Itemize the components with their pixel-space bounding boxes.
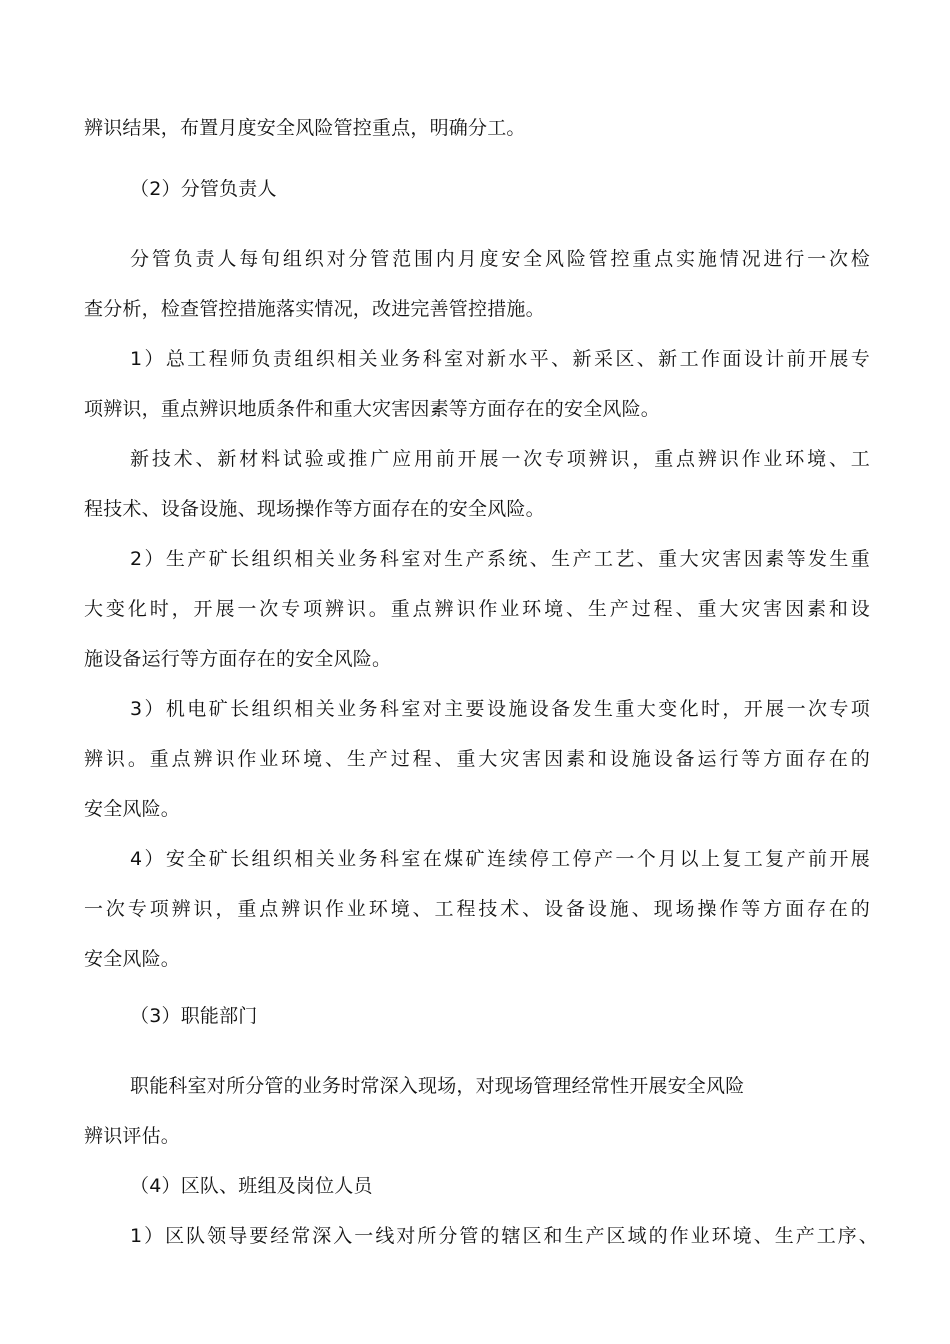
paragraph-line: 一次专项辨识，重点辨识作业环境、工程技术、设备设施、现场操作等方面存在的 bbox=[84, 898, 870, 920]
paragraph-line: 3）机电矿长组织相关业务科室对主要设施设备发生重大变化时，开展一次专项 bbox=[130, 698, 870, 720]
paragraph-line: 2）生产矿长组织相关业务科室对生产系统、生产工艺、重大灾害因素等发生重 bbox=[130, 548, 870, 570]
paragraph-line: 分管负责人每旬组织对分管范围内月度安全风险管控重点实施情况进行一次检 bbox=[130, 248, 870, 270]
paragraph-line: 安全风险。 bbox=[84, 798, 181, 820]
paragraph-line: 1）区队领导要经常深入一线对所分管的辖区和生产区域的作业环境、生产工序、 bbox=[130, 1225, 878, 1247]
paragraph-line: 1）总工程师负责组织相关业务科室对新水平、新采区、新工作面设计前开展专 bbox=[130, 348, 870, 370]
paragraph-line: 查分析，检查管控措施落实情况，改进完善管控措施。 bbox=[84, 298, 545, 320]
section-heading: （2）分管负责人 bbox=[130, 178, 277, 200]
paragraph-line: 4）安全矿长组织相关业务科室在煤矿连续停工停产一个月以上复工复产前开展 bbox=[130, 848, 870, 870]
paragraph-line: 辨识。重点辨识作业环境、生产过程、重大灾害因素和设施设备运行等方面存在的 bbox=[84, 748, 870, 770]
paragraph-line: 新技术、新材料试验或推广应用前开展一次专项辨识，重点辨识作业环境、工 bbox=[130, 448, 870, 470]
section-heading: （3）职能部门 bbox=[130, 1005, 258, 1027]
paragraph-line: 辨识评估。 bbox=[84, 1125, 181, 1147]
paragraph-line: 项辨识，重点辨识地质条件和重大灾害因素等方面存在的安全风险。 bbox=[84, 398, 661, 420]
paragraph-line: 施设备运行等方面存在的安全风险。 bbox=[84, 648, 392, 670]
paragraph-line: 程技术、设备设施、现场操作等方面存在的安全风险。 bbox=[84, 498, 545, 520]
paragraph-line: 职能科室对所分管的业务时常深入现场，对现场管理经常性开展安全风险 bbox=[130, 1075, 745, 1097]
paragraph-line: 大变化时，开展一次专项辨识。重点辨识作业环境、生产过程、重大灾害因素和设 bbox=[84, 598, 870, 620]
section-heading: （4）区队、班组及岗位人员 bbox=[130, 1175, 373, 1197]
paragraph-line: 辨识结果，布置月度安全风险管控重点，明确分工。 bbox=[84, 117, 526, 139]
paragraph-line: 安全风险。 bbox=[84, 948, 181, 970]
